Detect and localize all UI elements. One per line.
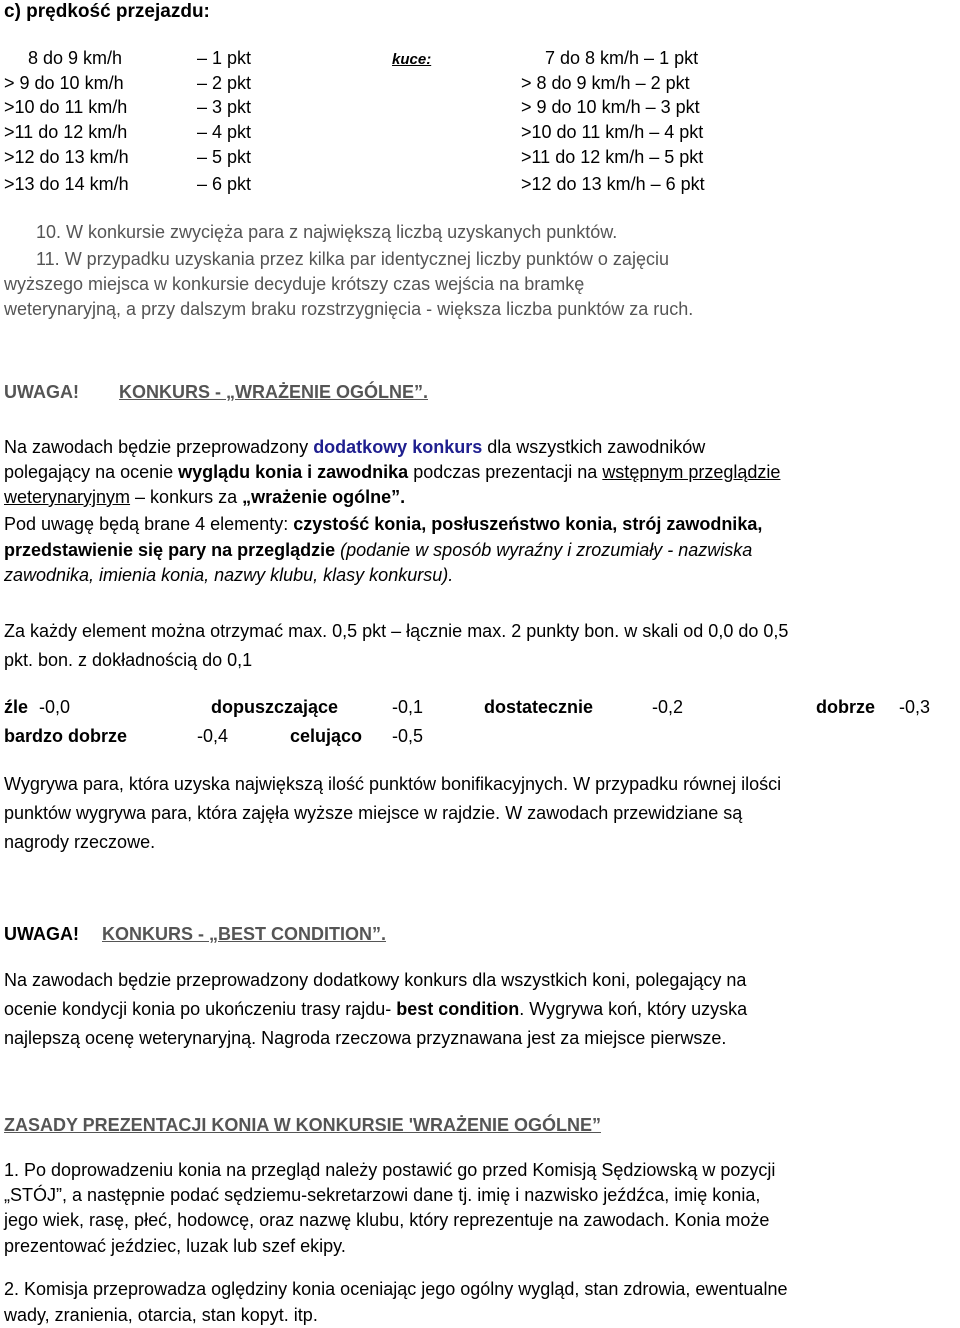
ponies-label: kuce: <box>392 51 432 68</box>
grade-value: -0,0 <box>39 697 71 717</box>
warning-label: UWAGA! <box>4 924 79 944</box>
grade-label: bardzo dobrze <box>4 726 128 746</box>
paragraph-line: zawodnika, imienia konia, nazwy klubu, klasy konkursu). <box>4 565 454 585</box>
paragraph-line: ocenie kondycji konia po ukończeniu trasy rajdu- best condition. Wygrywa koń, który uzyska <box>4 999 748 1019</box>
paragraph-line: Pod uwagę będą brane 4 elementy: czystość konia, posłuszeństwo konia, strój zawodnika, <box>4 514 763 534</box>
range-cell: >12 do 13 km/h <box>4 147 129 167</box>
paragraph-line: najlepszą ocenę weterynaryjną. Nagroda rzeczowa przyznawana jest za miejsce pierwsze. <box>4 1028 727 1048</box>
pony-row: >11 do 12 km/h – 5 pkt <box>521 147 704 167</box>
paragraph-line: nagrody rzeczowe. <box>4 832 156 852</box>
rule-11-line: 11. W przypadku uzyskania przez kilka par identycznej liczby punktów o zajęciu <box>36 249 669 269</box>
range-cell: >10 do 11 km/h <box>4 97 128 117</box>
grade-label: dostatecznie <box>484 697 594 717</box>
points-cell: – 1 pkt <box>197 48 252 68</box>
grade-label: celująco <box>290 726 363 746</box>
grade-label: dobrze <box>816 697 876 717</box>
points-cell: – 4 pkt <box>197 122 252 142</box>
paragraph-line: Wygrywa para, która uzyska największą ilość punktów bonifikacyjnych. W przypadku równej ilości <box>4 774 782 794</box>
points-cell: – 3 pkt <box>197 97 252 117</box>
contest-title: KONKURS - „WRAŻENIE OGÓLNE”. <box>119 382 428 402</box>
pony-row: >12 do 13 km/h – 6 pkt <box>521 174 705 194</box>
points-cell: – 2 pkt <box>197 73 252 93</box>
paragraph-line: Na zawodach będzie przeprowadzony dodatkowy konkurs dla wszystkich koni, polegający na <box>4 970 747 990</box>
grade-value: -0,4 <box>197 726 229 746</box>
grade-value: -0,3 <box>899 697 931 717</box>
list-item-line: prezentować jeździec, luzak lub szef ekipy. <box>4 1236 346 1256</box>
range-cell: 8 do 9 km/h <box>28 48 123 68</box>
range-cell: > 9 do 10 km/h <box>4 73 124 93</box>
range-cell: >11 do 12 km/h <box>4 122 128 142</box>
paragraph-line: przedstawienie się pary na przeglądzie (podanie w sposób wyraźny i zrozumiały - nazwiska <box>4 540 753 560</box>
list-item-line: 2. Komisja przeprowadza oględziny konia oceniając jego ogólny wygląd, stan zdrowia, ewentualne <box>4 1279 788 1299</box>
highlight-text: dodatkowy konkurs <box>313 437 483 457</box>
contest-title: KONKURS - „BEST CONDITION”. <box>102 924 387 944</box>
range-cell: >13 do 14 km/h <box>4 174 129 194</box>
grade-label: dopuszczające <box>211 697 339 717</box>
points-cell: – 6 pkt <box>197 174 252 194</box>
list-item-line: „STÓJ”, a następnie podać sędziemu-sekretarzowi dane tj. imię i nazwisko jeźdźca, imię konia, <box>4 1185 761 1205</box>
warning-label: UWAGA! <box>4 382 79 402</box>
paragraph-line: punktów wygrywa para, która zajęła wyższe miejsce w rajdzie. W zawodach przewidziane są <box>4 803 743 823</box>
paragraph-line: polegający na ocenie wyglądu konia i zawodnika podczas prezentacji na wstępnym przeglądzie <box>4 462 781 482</box>
pony-row: >10 do 11 km/h – 4 pkt <box>521 122 704 142</box>
section-title: ZASADY PREZENTACJI KONIA W KONKURSIE 'WRAŻENIE OGÓLNE” <box>4 1115 601 1135</box>
paragraph-line: Na zawodach będzie przeprowadzony dodatkowy konkurs dla wszystkich zawodników <box>4 437 706 457</box>
rule-11-line: wyższego miejsca w konkursie decyduje krótszy czas wejścia na bramkę <box>4 274 585 294</box>
grade-value: -0,2 <box>652 697 684 717</box>
grade-value: -0,1 <box>392 697 424 717</box>
paragraph-line: weterynaryjnym – konkurs za „wrażenie ogólne”. <box>4 487 406 507</box>
pony-row: > 9 do 10 km/h – 3 pkt <box>521 97 700 117</box>
pony-row: > 8 do 9 km/h – 2 pkt <box>521 73 690 93</box>
rule-11-line: weterynaryjną, a przy dalszym braku rozstrzygnięcia - większa liczba punktów za ruch. <box>4 299 694 319</box>
paragraph-line: Za każdy element można otrzymać max. 0,5 pkt – łącznie max. 2 punkty bon. w skali od 0,0 do 0,5 <box>4 621 789 641</box>
section-heading: c) prędkość przejazdu: <box>4 1 210 22</box>
grade-value: -0,5 <box>392 726 424 746</box>
list-item-line: wady, zranienia, otarcia, stan kopyt. itp. <box>4 1305 318 1325</box>
points-cell: – 5 pkt <box>197 147 252 167</box>
rule-10: 10. W konkursie zwycięża para z największą liczbą uzyskanych punktów. <box>36 222 618 242</box>
list-item-line: jego wiek, rasę, płeć, hodowcę, oraz nazwę klubu, który reprezentuje na zawodach. Konia może <box>4 1210 770 1230</box>
list-item-line: 1. Po doprowadzeniu konia na przegląd należy postawić go przed Komisją Sędziowską w pozycji <box>4 1160 776 1180</box>
grade-label: źle <box>4 697 29 717</box>
paragraph-line: pkt. bon. z dokładnością do 0,1 <box>4 650 253 670</box>
pony-row: 7 do 8 km/h – 1 pkt <box>545 48 699 68</box>
